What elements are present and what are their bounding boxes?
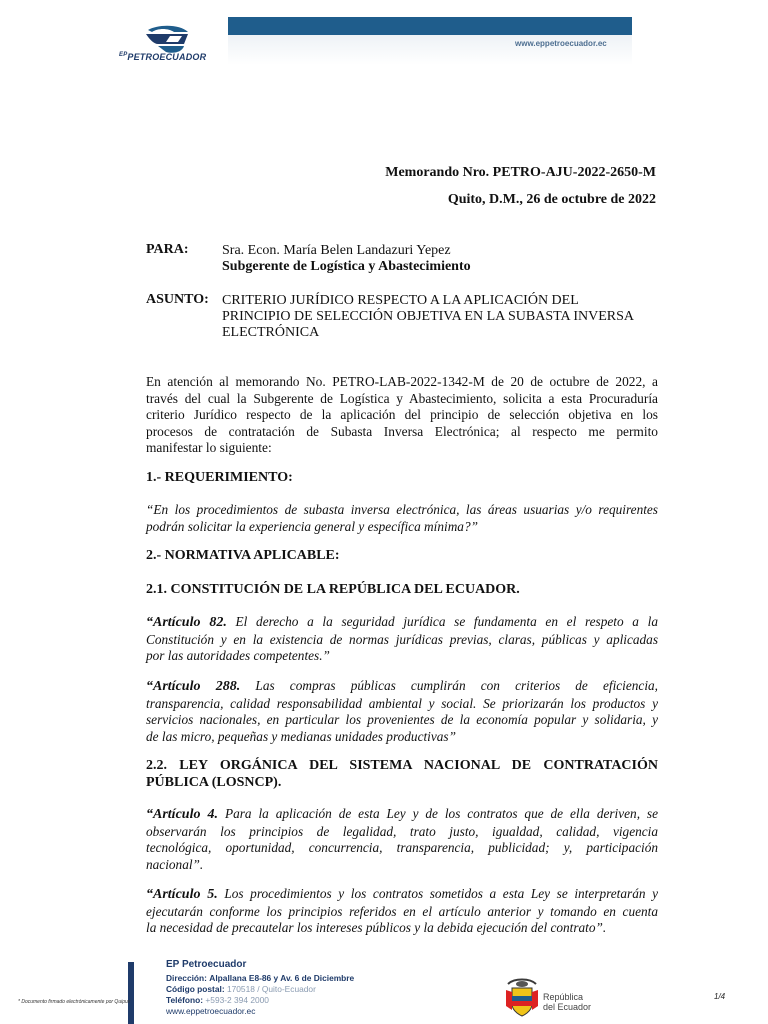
memo-place-date: Quito, D.M., 26 de octubre de 2022 xyxy=(447,192,656,207)
signature-note: * Documento firmado electrónicamente por Quipux xyxy=(18,999,131,1005)
articulo-288: “Artículo 288. Las compras públicas cumplirán con criterios de eficiencia, transparencia, calidad responsabilidad ambiental y social. Se priorizarán los productos y servicios nacionales, en particular los provenientes de la economía popular y solidaria, y de las micro, pequeñas y medianas unidades productivas” xyxy=(146,678,658,744)
para-label: PARA: xyxy=(146,242,189,257)
heading-constitucion: 2.1. CONSTITUCIÓN DE LA REPÚBLICA DEL ECUADOR. xyxy=(146,582,520,597)
asunto-label: ASUNTO: xyxy=(146,292,209,307)
footer-codigo-postal: Código postal: 170518 / Quito-Ecuador xyxy=(166,984,316,994)
requerimiento-quote: “En los procedimientos de subasta inversa electrónica, las áreas usuarias y/o requirentes podrán solicitar la experiencia general y específica mínima?” xyxy=(146,502,658,534)
heading-requerimiento: 1.- REQUERIMIENTO: xyxy=(146,470,293,485)
header-website: www.eppetroecuador.ec xyxy=(515,39,607,48)
memo-number: Memorando Nro. PETRO-AJU-2022-2650-M xyxy=(385,165,656,180)
footer-website: www.eppetroecuador.ec xyxy=(166,1006,256,1016)
logo-wordmark: $^{EP}$PETROECUADOR xyxy=(119,52,207,62)
articulo-82: “Artículo 82. El derecho a la seguridad jurídica se fundamenta en el respeto a la Constitución y en la existencia de normas jurídicas previas, claras, públicas y aplicadas por las autoridades competentes.” xyxy=(146,614,658,664)
para-name: Sra. Econ. María Belen Landazuri Yepez xyxy=(222,243,451,258)
footer-accent-bar xyxy=(128,962,134,1024)
heading-losncp: 2.2. LEY ORGÁNICA DEL SISTEMA NACIONAL DE CONTRATACIÓN PÚBLICA (LOSNCP). xyxy=(146,758,658,790)
heading-normativa: 2.- NORMATIVA APLICABLE: xyxy=(146,548,340,563)
articulo-5: “Artículo 5. Los procedimientos y los contratos sometidos a esta Ley se interpretarán y ejecutarán conforme los principios referidos en el artículo anterior y tomando en cuenta la necesidad de precautelar los intereses públicos y la debida ejecución del contrato”. xyxy=(146,886,658,936)
para-role: Subgerente de Logística y Abastecimiento xyxy=(222,259,471,274)
coat-of-arms-icon xyxy=(504,976,540,1020)
page-number: 1/4 xyxy=(714,992,726,1001)
footer-org-name: EP Petroecuador xyxy=(166,959,247,970)
asunto-text: CRITERIO JURÍDICO RESPECTO A LA APLICACIÓN DEL PRINCIPIO DE SELECCIÓN OBJETIVA EN LA SUBASTA INVERSA ELECTRÓNICA xyxy=(222,293,635,340)
footer-telefono: Teléfono: +593-2 394 2000 xyxy=(166,995,269,1005)
header-band xyxy=(228,17,632,35)
republica-del-ecuador: República del Ecuador xyxy=(543,992,592,1012)
intro-paragraph: En atención al memorando No. PETRO-LAB-2022-1342-M de 20 de octubre de 2022, a través del cual la Subgerente de Logística y Abastecimiento, solicita a esta Procuraduría criterio Jurídico respecto de la aplicación del principio de selección objetiva en los procesos de contratación de Subasta Inversa Electrónica; al respecto me permito manifestar lo siguiente: xyxy=(146,374,658,456)
articulo-4: “Artículo 4. Para la aplicación de esta Ley y de los contratos que de ella deriven, se observarán los principios de legalidad, trato justo, igualdad, calidad, vigencia tecnológica, oportunidad, concurrencia, transparencia, publicidad; y, participación nacional”. xyxy=(146,806,658,872)
footer-direccion: Dirección: Alpallana E8-86 y Av. 6 de Diciembre xyxy=(166,973,355,983)
